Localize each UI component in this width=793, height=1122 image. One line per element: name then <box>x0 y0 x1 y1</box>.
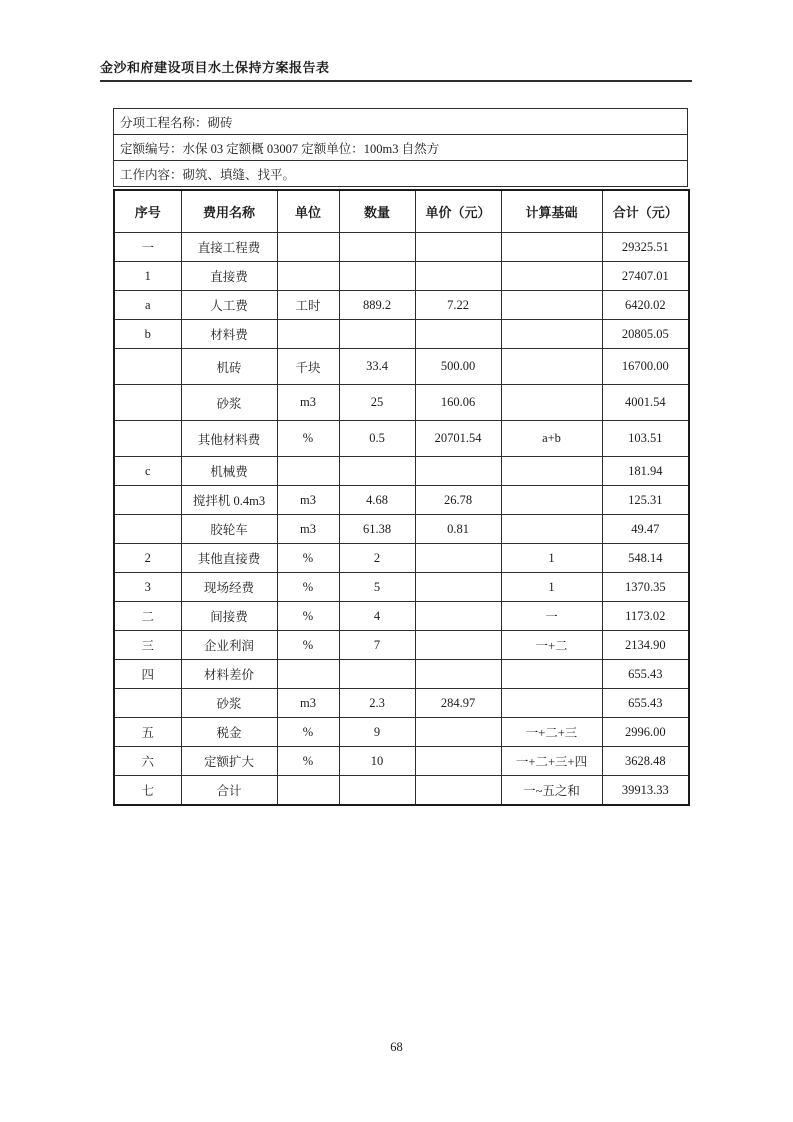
cell-price: 160.06 <box>415 385 501 421</box>
table-row <box>114 233 689 262</box>
cell-basis: 一+二 <box>501 631 602 660</box>
cell-qty: 10 <box>339 747 415 776</box>
cell-name: 直接工程费 <box>181 233 277 262</box>
cell-total: 125.31 <box>602 486 689 515</box>
table-row <box>114 689 689 718</box>
cell-no: 六 <box>114 747 181 776</box>
cell-unit <box>277 320 339 349</box>
running-header <box>100 57 692 82</box>
table-row <box>114 385 689 421</box>
cell-basis: 1 <box>501 544 602 573</box>
tables-block <box>113 108 688 806</box>
cell-name: 合计 <box>181 776 277 806</box>
cell-name: 间接费 <box>181 602 277 631</box>
cell-total: 1173.02 <box>602 602 689 631</box>
cell-basis <box>501 320 602 349</box>
cell-no <box>114 349 181 385</box>
cell-no <box>114 421 181 457</box>
cell-basis: 一~五之和 <box>501 776 602 806</box>
column-header: 费用名称 <box>181 190 277 233</box>
info-row <box>114 161 688 187</box>
cell-qty: 2 <box>339 544 415 573</box>
cell-price <box>415 544 501 573</box>
cell-basis <box>501 660 602 689</box>
cell-unit <box>277 457 339 486</box>
cell-no <box>114 385 181 421</box>
cell-price <box>415 718 501 747</box>
cell-total: 655.43 <box>602 689 689 718</box>
table-row <box>114 776 689 806</box>
cell-total: 3628.48 <box>602 747 689 776</box>
cell-total: 655.43 <box>602 660 689 689</box>
cell-unit: % <box>277 421 339 457</box>
cell-total: 103.51 <box>602 421 689 457</box>
cell-unit: % <box>277 602 339 631</box>
cell-basis <box>501 457 602 486</box>
cell-qty <box>339 320 415 349</box>
cost-table <box>113 189 690 806</box>
column-header: 序号 <box>114 190 181 233</box>
info-row-text: 工作内容：砌筑、填缝、找平。 <box>114 161 688 187</box>
cell-name: 其他材料费 <box>181 421 277 457</box>
table-row <box>114 718 689 747</box>
table-row <box>114 660 689 689</box>
cell-name: 其他直接费 <box>181 544 277 573</box>
column-header: 数量 <box>339 190 415 233</box>
cell-qty <box>339 457 415 486</box>
cell-qty: 7 <box>339 631 415 660</box>
cell-price: 284.97 <box>415 689 501 718</box>
cell-unit: % <box>277 573 339 602</box>
info-table-body <box>114 109 688 187</box>
cell-qty: 33.4 <box>339 349 415 385</box>
cell-unit: % <box>277 544 339 573</box>
cell-price <box>415 262 501 291</box>
column-header: 计算基础 <box>501 190 602 233</box>
cell-qty: 2.3 <box>339 689 415 718</box>
cell-qty <box>339 660 415 689</box>
cell-basis: 一 <box>501 602 602 631</box>
cell-basis <box>501 689 602 718</box>
column-header: 合计（元） <box>602 190 689 233</box>
cell-unit: % <box>277 631 339 660</box>
table-row <box>114 291 689 320</box>
cell-basis <box>501 291 602 320</box>
cell-name: 机砖 <box>181 349 277 385</box>
cell-unit <box>277 776 339 806</box>
info-row <box>114 109 688 135</box>
cell-price: 0.81 <box>415 515 501 544</box>
cell-no: 2 <box>114 544 181 573</box>
cell-qty: 25 <box>339 385 415 421</box>
column-header: 单位 <box>277 190 339 233</box>
cell-no: 四 <box>114 660 181 689</box>
cell-no: 七 <box>114 776 181 806</box>
info-row <box>114 135 688 161</box>
cell-total: 27407.01 <box>602 262 689 291</box>
cell-no: 五 <box>114 718 181 747</box>
running-header-title: 金沙和府建设项目水土保持方案报告表 <box>100 60 330 75</box>
cell-price <box>415 660 501 689</box>
cell-price: 20701.54 <box>415 421 501 457</box>
cell-total: 181.94 <box>602 457 689 486</box>
cell-name: 税金 <box>181 718 277 747</box>
table-row <box>114 349 689 385</box>
table-row <box>114 515 689 544</box>
cell-price <box>415 776 501 806</box>
table-row <box>114 486 689 515</box>
cell-total: 29325.51 <box>602 233 689 262</box>
table-row <box>114 320 689 349</box>
cell-no: a <box>114 291 181 320</box>
cell-name: 材料费 <box>181 320 277 349</box>
cell-no <box>114 515 181 544</box>
cell-total: 2134.90 <box>602 631 689 660</box>
cell-price <box>415 320 501 349</box>
cell-no: 一 <box>114 233 181 262</box>
cell-total: 39913.33 <box>602 776 689 806</box>
page-number: 68 <box>390 1040 403 1054</box>
cell-name: 现场经费 <box>181 573 277 602</box>
cell-basis: 1 <box>501 573 602 602</box>
cell-qty: 5 <box>339 573 415 602</box>
cell-price <box>415 747 501 776</box>
cell-basis <box>501 233 602 262</box>
cell-basis <box>501 385 602 421</box>
cell-unit <box>277 262 339 291</box>
cell-basis <box>501 515 602 544</box>
cell-unit: % <box>277 747 339 776</box>
cell-unit: % <box>277 718 339 747</box>
cell-qty: 61.38 <box>339 515 415 544</box>
table-row <box>114 262 689 291</box>
cell-total: 49.47 <box>602 515 689 544</box>
cell-no <box>114 486 181 515</box>
cell-no: 1 <box>114 262 181 291</box>
cell-basis <box>501 349 602 385</box>
cell-total: 2996.00 <box>602 718 689 747</box>
cell-name: 砂浆 <box>181 385 277 421</box>
cell-qty: 0.5 <box>339 421 415 457</box>
cell-price: 500.00 <box>415 349 501 385</box>
column-header: 单价（元） <box>415 190 501 233</box>
cell-no: 3 <box>114 573 181 602</box>
cell-unit: m3 <box>277 486 339 515</box>
cell-total: 6420.02 <box>602 291 689 320</box>
cell-unit: m3 <box>277 385 339 421</box>
cell-name: 直接费 <box>181 262 277 291</box>
cell-qty: 889.2 <box>339 291 415 320</box>
cell-price <box>415 602 501 631</box>
table-row <box>114 544 689 573</box>
cell-basis: 一+二+三 <box>501 718 602 747</box>
cell-total: 548.14 <box>602 544 689 573</box>
cell-name: 定额扩大 <box>181 747 277 776</box>
cell-name: 人工费 <box>181 291 277 320</box>
info-row-text: 定额编号：水保 03 定额概 03007 定额单位：100m3 自然方 <box>114 135 688 161</box>
cell-basis: a+b <box>501 421 602 457</box>
cell-qty <box>339 776 415 806</box>
table-row <box>114 602 689 631</box>
cell-price <box>415 573 501 602</box>
cell-qty <box>339 233 415 262</box>
cell-unit <box>277 233 339 262</box>
cell-price: 26.78 <box>415 486 501 515</box>
cell-unit: 千块 <box>277 349 339 385</box>
cell-unit: m3 <box>277 515 339 544</box>
cell-price <box>415 631 501 660</box>
table-row <box>114 631 689 660</box>
cell-no <box>114 689 181 718</box>
cell-unit: 工时 <box>277 291 339 320</box>
cell-name: 企业利润 <box>181 631 277 660</box>
cell-price <box>415 233 501 262</box>
cell-total: 1370.35 <box>602 573 689 602</box>
cell-basis: 一+二+三+四 <box>501 747 602 776</box>
info-table <box>113 108 688 187</box>
cell-no: c <box>114 457 181 486</box>
cell-qty: 4 <box>339 602 415 631</box>
cell-no: 三 <box>114 631 181 660</box>
table-row <box>114 747 689 776</box>
cell-unit: m3 <box>277 689 339 718</box>
cell-qty <box>339 262 415 291</box>
cell-total: 16700.00 <box>602 349 689 385</box>
cell-unit <box>277 660 339 689</box>
cell-qty: 9 <box>339 718 415 747</box>
cost-table-header-row <box>114 190 689 233</box>
cell-price <box>415 457 501 486</box>
cell-name: 胶轮车 <box>181 515 277 544</box>
cell-name: 搅拌机 0.4m3 <box>181 486 277 515</box>
cost-table-body <box>114 233 689 806</box>
cell-no: b <box>114 320 181 349</box>
cell-price: 7.22 <box>415 291 501 320</box>
cell-basis <box>501 486 602 515</box>
cell-name: 材料差价 <box>181 660 277 689</box>
cell-total: 4001.54 <box>602 385 689 421</box>
cell-name: 砂浆 <box>181 689 277 718</box>
cell-no: 二 <box>114 602 181 631</box>
cell-name: 机械费 <box>181 457 277 486</box>
table-row <box>114 457 689 486</box>
cell-qty: 4.68 <box>339 486 415 515</box>
table-row <box>114 573 689 602</box>
cell-basis <box>501 262 602 291</box>
cell-total: 20805.05 <box>602 320 689 349</box>
info-row-text: 分项工程名称：砌砖 <box>114 109 688 135</box>
table-row <box>114 421 689 457</box>
